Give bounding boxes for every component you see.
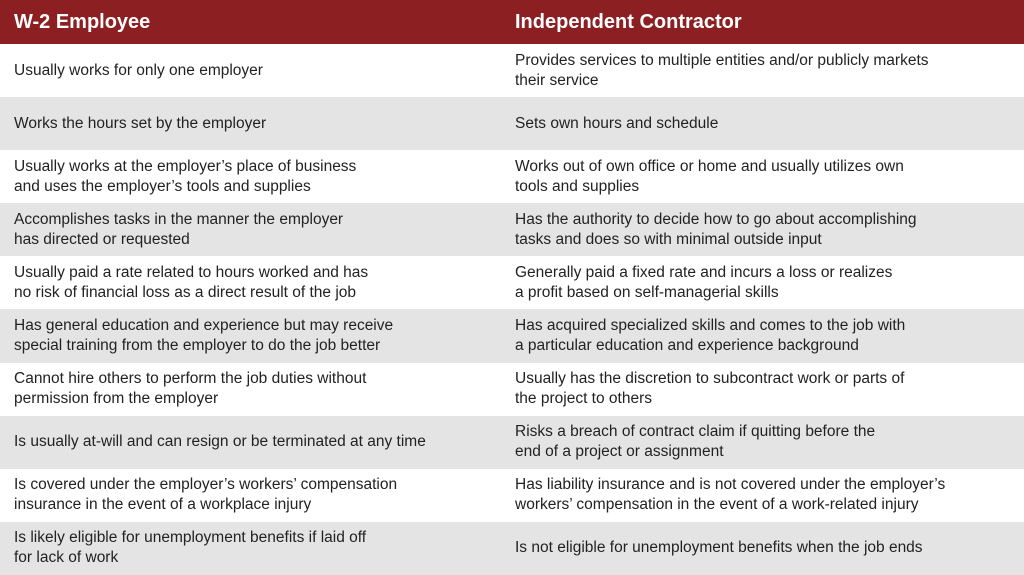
table-header <box>0 0 1024 44</box>
table-row <box>0 150 1024 203</box>
table-row <box>0 363 1024 416</box>
employee-cell: Has general education and experience but may receive special training from the employer to do the job better <box>14 317 394 355</box>
contractor-cell: Works out of own office or home and usually utilizes own tools and supplies <box>515 157 904 195</box>
contractor-cell: Has liability insurance and is not covered under the employer’s workers’ compensation in the event of a work-related injury <box>515 476 946 514</box>
employee-cell: Usually paid a rate related to hours worked and has no risk of financial loss as a direct result of the job <box>14 263 369 301</box>
employee-cell: Cannot hire others to perform the job duties without permission from the employer <box>14 370 367 408</box>
table-row <box>0 309 1024 362</box>
contractor-cell: Is not eligible for unemployment benefits when the job ends <box>515 539 923 557</box>
table-row <box>0 44 1024 97</box>
contractor-cell: Usually has the discretion to subcontract work or parts of the project to others <box>515 370 905 408</box>
header-independent-contractor: Independent Contractor <box>515 10 742 33</box>
contractor-cell: Provides services to multiple entities and/or publicly markets their service <box>515 51 929 89</box>
contractor-cell: Has the authority to decide how to go about accomplishing tasks and does so with minimal outside input <box>515 210 917 248</box>
table-row <box>0 203 1024 256</box>
employee-cell: Usually works for only one employer <box>14 61 263 79</box>
contractor-cell: Sets own hours and schedule <box>515 114 719 132</box>
table-body <box>0 44 1024 575</box>
employee-cell: Is likely eligible for unemployment benefits if laid off for lack of work <box>14 529 367 567</box>
table-row <box>0 416 1024 469</box>
contractor-cell: Has acquired specialized skills and comes to the job with a particular education and experience background <box>515 317 906 355</box>
table-row <box>0 522 1024 575</box>
employee-cell: Is usually at-will and can resign or be terminated at any time <box>14 433 426 451</box>
contractor-cell: Generally paid a fixed rate and incurs a loss or realizes a profit based on self-managerial skills <box>515 263 893 301</box>
employee-cell: Is covered under the employer’s workers’ compensation insurance in the event of a workplace injury <box>14 476 398 514</box>
employee-cell: Usually works at the employer’s place of business and uses the employer’s tools and supplies <box>14 157 357 195</box>
table-row <box>0 97 1024 150</box>
header-w2-employee: W-2 Employee <box>14 10 151 33</box>
employee-cell: Works the hours set by the employer <box>14 114 267 132</box>
table-row <box>0 469 1024 522</box>
employee-cell: Accomplishes tasks in the manner the employer has directed or requested <box>14 210 344 248</box>
table-row <box>0 256 1024 309</box>
contractor-cell: Risks a breach of contract claim if quitting before the end of a project or assignment <box>515 423 876 461</box>
